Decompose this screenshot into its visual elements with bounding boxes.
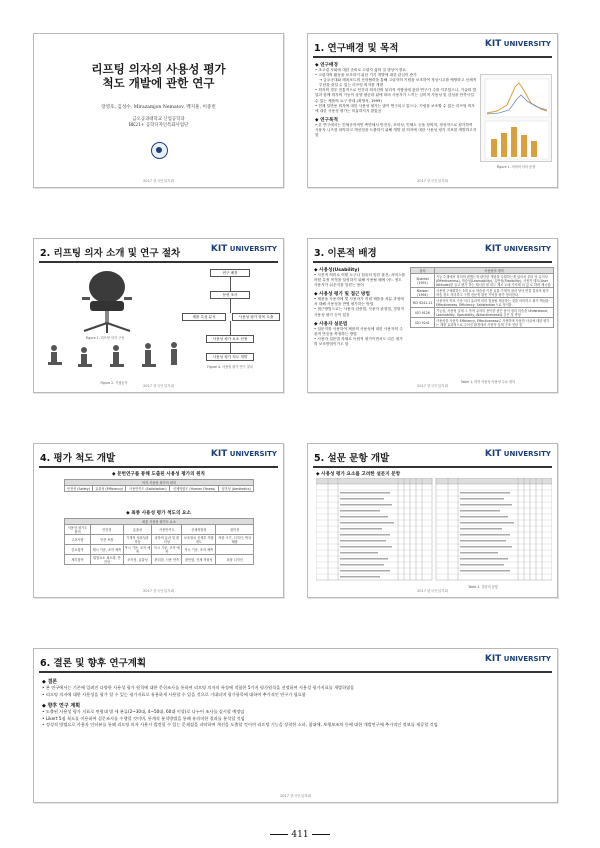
logo: KIT UNIVERSITY — [484, 39, 551, 49]
flow-arrow — [230, 299, 231, 313]
slide-title: 4. 평가 척도 개발 — [40, 453, 116, 464]
logo: KIT UNIVERSITY — [210, 244, 277, 254]
flow-arrow — [230, 321, 231, 335]
bullet: • 사전적 의미로 어떤 도구나 컴퓨터 임한 물건, 서비스를 어떤 특정 목적을 달성하기 위해 사용될 때에 어느 정도 사용자가 쉬운지를 일컫는 용어 — [314, 273, 406, 288]
title-rule — [39, 261, 278, 263]
table-header: 최종 사용성 평가도 요소 — [65, 519, 254, 525]
section-heading: ◆ 결론 — [42, 679, 58, 685]
flow-arrow — [230, 343, 231, 353]
subheading: ◆ 최종 사용성 평가 척도의 요소 — [126, 511, 191, 516]
slide-footer: 2017 한국인설지회 — [416, 179, 449, 183]
bullet: • 고령자의 활동을 보조하기 위한 기기 개발에 대한 관심이 증가 — [315, 73, 417, 78]
title-rule — [313, 466, 552, 468]
table-row: 안전성 (Safety) 효율성 (Efficiency) 사용만족도 (Satisfaction) 신체적합도 (Human Fitness) 심미성 (Aesthetics) — [65, 486, 254, 492]
university-seal-icon — [151, 142, 168, 159]
figure-caption: Figure 4. 사용성 평가 연구 절차 — [207, 365, 253, 369]
title-rule — [39, 466, 278, 468]
table-row: Nielsen (1994) 사용성 구체화하는 5개 요소 학습성 이용 효율 기계적 절차 당사 연결 결과적 평가 학습 정도 의미하고 구별 전문적 잘못 기억을 평가 정의한다 — [411, 288, 554, 298]
logo: KIT UNIVERSITY — [484, 244, 551, 254]
content-column — [315, 60, 477, 138]
table-row: 사용성 평가도 원칙 안전성 효율성 사용만족도 신체적합성 심미성 — [65, 525, 254, 535]
title-rule — [39, 671, 552, 673]
lifting-chair-image — [74, 267, 140, 335]
flow-step: 사용성 평가 항목 도출 — [232, 313, 280, 321]
slide-cover — [33, 33, 284, 188]
bullet: • 정성적 방법으로 사용자 인터뷰를 통해 리프팅 의자 사용시 발견될 수 있는 문제점을 파악하여 개선을 도출할 것이며 리프팅 기능을 장착한 소파, 침대에, 보행보조차 등에 대한 개발연구에 추가적인 정보를 제공할 것임 — [42, 722, 438, 728]
bullet: • 의자의 경우 전통적으로 인간과 의자간의 물리적 적합성에 관한 연구가 주를 이루었으나, 기술의 발달과 함께 의자의 기능이 상향 평준화 됨에 따라 사용자가 느끼는 심미적 사용성 및 감성을 만족시킬 수 있는 제품의 요구 증대 (최영석, 1999) — [315, 88, 477, 103]
slide-title: 2. 리프팅 의자 소개 및 연구 절차 — [40, 248, 181, 259]
subheading: ◆ 사용성 평가 요소를 고려한 설문지 문항 — [316, 472, 401, 477]
slide-title: 6. 결론 및 향후 연구계획 — [40, 658, 147, 669]
flow-step: 문헌 조사 — [210, 291, 250, 299]
bullet: • 본 연구에서는 기존에 일려진 다양한 사용성 평가 원칙에 대한 문헌조사를 통하여 리프팅 의자의 특징에 적합한 5가지 평가원칙을 선정하여 사용성 평가지표를 개발하였음 — [42, 685, 355, 690]
slide-scale-dev — [33, 443, 284, 598]
slide-conclusion — [33, 648, 558, 803]
section-heading: ◆ 사용성 평가 및 접근 방법 — [314, 292, 370, 298]
bullet: • 설문지를 사용하여 제품의 사용성에 대한 사용자의 주관적 반응을 측정하는 방법 — [314, 326, 403, 336]
table-row: ISO 9126 기능성, 사용성 설계 그 목적 유의미 용이한 좋은 용이 정리 학습을 Understand, Learnability, Operability, Attractiveness와 같은 것 측정 — [411, 308, 554, 318]
flow-step: 연구 배경 — [210, 269, 250, 277]
table-row: Shackel (1991) 기능 수행에서 복지적 편했는지 판단한 개념을 수월하는게 있어서 부터 당 유익성(Effectiveness), 학습성(Learnability), 유연성(Flexibility), 사용자 태도(User Attitude)를 들고 평가 하는 제시한 평 피드 제시 도매 가지체 피 있 로 하며 제시함. — [411, 274, 554, 288]
figure-caption: Figure 1. 의의의 의의 동향 — [496, 165, 536, 169]
flow-step: 제품 특성 분석 — [182, 313, 226, 321]
element-table — [64, 518, 254, 565]
logo: KIT UNIVERSITY — [210, 449, 277, 459]
section-heading: ◆ 연구배경 — [315, 63, 338, 68]
standing-motion-image — [42, 342, 182, 380]
trend-chart-graphic — [481, 75, 553, 163]
bullet: • 현재 일반용 의자에 대한 사용성 평가는 많이 연구되고 있으나, 기립을 보조할 수 있는 리프팅 의자에 대한 사용성 평가는 미흡하지지 않았음 — [315, 103, 475, 113]
bullet: • 제품을 사용자에 몇 사용자가 직접 제품을 처분 과정에서 대해 사용성을 반영 평가하는 방법 — [314, 297, 404, 307]
table-caption: Table 2. 설문지 문항 — [468, 585, 498, 589]
section-heading: ◆ 사용자 설문법 — [314, 321, 348, 327]
table-row: 고려사항 안전 보장 기계적 성취성과 학습 과학적 효과 및 편리성 보조장치 신체부 적합정도 적합 크기, 디자인, 색상 배합 — [65, 535, 254, 545]
page-number: 411 — [0, 830, 600, 840]
slide-background — [307, 33, 558, 188]
table-row: 세부항목 위험요소 최소화, 안전성 조작성, 효율성 편리함, 사용 만족 편안함, 신체 적합성 외형 디자인 — [65, 555, 254, 565]
slide-title: 1. 연구배경 및 목적 — [314, 43, 399, 54]
bullet: • 도출된 사용성 평가 지표로 연령대 별 세 분류(2~30대, 4~50대, 60대 이상)로 나누어 조사를 실시할 예정임 — [42, 709, 245, 715]
slide-footer: 2017 한국인설지회 — [416, 589, 449, 593]
section-heading: ◆ 연구목적 — [315, 117, 338, 123]
principle-table — [64, 479, 254, 492]
bullet: • 초고령 사회에 대한 준비로 고령자 삶의 질 향상이 중요 — [315, 68, 407, 72]
slide-footer: 2017 한국인설지회 — [279, 794, 312, 798]
logo: KIT UNIVERSITY — [484, 654, 551, 664]
trend-chart — [480, 74, 552, 162]
table-header: 사용성의 정의 — [435, 268, 554, 274]
figure-caption: Figure 2. 기립동작 — [100, 381, 128, 385]
flow-step: 사용성 평가 요소 선정 — [206, 335, 254, 343]
slide-title: 5. 설문 문항 개발 — [314, 453, 390, 464]
slide-footer: 2017 한국인설지회 — [142, 179, 175, 183]
bullet: • 본 연구에서는 인체공학적인 측면에서 안전성, 조작성, 인체도 등을 정의적, 정성적으로 평가하여 사용자 니즈를 파악하고 개선점을 도출하기 위해 개발 된 의자에 대한 사용성 평가 지표를 개발하고자 함 — [315, 122, 477, 138]
flow-step: 사용성 평가 척도 개발 — [206, 353, 254, 361]
slide-chair-procedure — [33, 238, 284, 393]
bullet: • 사용자 설문법 자체로 독립적 평가이면서도 다른 평가의 보조방법이기도 함 — [314, 336, 403, 346]
figure-caption: Figure 1. 리프팅 의자 구성 — [85, 336, 125, 340]
flow-arrow — [230, 277, 231, 291]
bullet: • 접근방법으로는 사용자 검증법, 사용자 관점법, 경험적 사용성 평가 등이 있음 — [314, 307, 404, 317]
content-column — [42, 676, 547, 729]
subheading: ◆ 문헌연구를 통해 도출된 사용성 평가의 원칙 — [111, 472, 205, 477]
definition-table — [410, 267, 554, 328]
title-rule — [313, 261, 552, 263]
slide-footer: 2017 한국인설지회 — [142, 589, 175, 593]
content-column — [314, 265, 406, 347]
table-header: 의자 사용성 평가의 원칙 — [65, 480, 254, 486]
table-caption: Table 1. 학자 사용성 사용성 주요 정의 — [460, 380, 516, 384]
table-header: 출처 — [411, 268, 435, 274]
section-heading: ◆ 향후 연구 계획 — [42, 703, 81, 710]
bullet: → 금오공대와 레치포트의 산학협력을 통해 고령자의 기립을 보조하여 착상시고를 예방하고 신체적 부담을 줄일 수 있는 리프팅 의자를 개발 — [319, 78, 477, 88]
cover-authors: 장영호, 김성수, Mirazamjon Nematov, 백지훈, 이중빈 — [101, 105, 216, 110]
slide-footer: 2017 한국인설지회 — [416, 384, 449, 388]
slide-footer: 2017 한국인설지회 — [142, 384, 175, 388]
logo: KIT UNIVERSITY — [484, 449, 551, 459]
bullet: • 리프팅 의자에 대한 사용성을 평가 할 수 있는 평가지표로 유용하게 사용할 수 있을 것으로 기대되며 평가항목에 대하여 추가적인 연구가 필요함 — [42, 691, 306, 697]
questionnaire-table-graphic — [316, 478, 552, 582]
slide-theory — [307, 238, 558, 393]
cover-affiliation: 금오공과대학교 산업공학과 BK21+ 공학디자인특화사업단 — [128, 117, 189, 128]
section-heading: ◆ 사용성(Usability) — [314, 268, 360, 273]
bullet: • Likert 5점 척도를 이용하여 설문조사를 수행할 것이며, 통계적 분석방법을 통해 유의미한 결과를 분석할 것임 — [42, 715, 245, 721]
title-rule — [313, 56, 552, 58]
slide-title: 3. 이론적 배경 — [314, 248, 377, 259]
table-row: 중요항목 제시 기준, 조작 예측 목시 기준, 조작 예측 목시 기준, 조작 예측 목시 기준, 조작 예측 — [65, 545, 254, 555]
table-row: ISO 9241 사용성을 사용자 Efficiency, Effectiveness로 사용하며 사용한 사실에 대한 평가는 제품 효과적으로 주어진 환경에서 사용자 설계 구조 전한 것 — [411, 318, 554, 328]
cover-title: 리프팅 의자의 사용성 평가 척도 개발에 관한 연구 — [91, 62, 226, 90]
slide-questionnaire — [307, 443, 558, 598]
table-row: ISO 9241-11 사용자의 목표 기준 어디 효과적 의미 집용할 제공하는 것을 의미하고 평가 핵심을 Effectiveness, Efficiency, Satisfaction으로 정의함. — [411, 298, 554, 308]
